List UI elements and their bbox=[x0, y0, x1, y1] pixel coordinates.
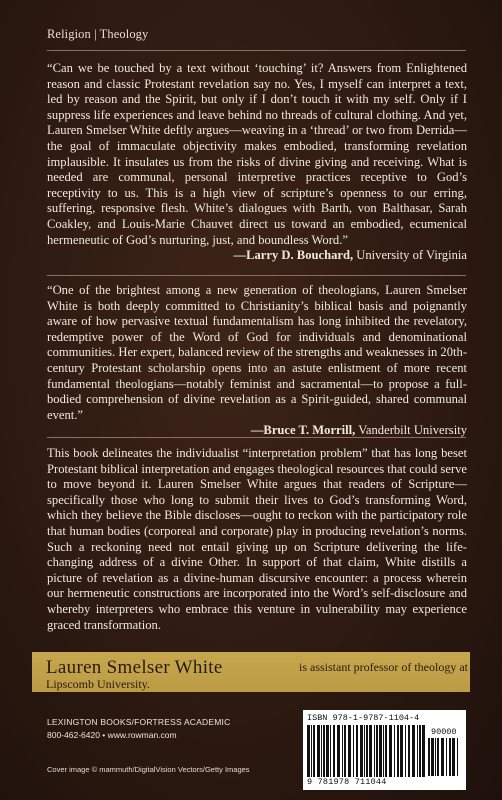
category-label: Religion | Theology bbox=[47, 27, 149, 41]
price-code: 90000 bbox=[431, 727, 457, 737]
endorsement-1-name: —Larry D. Bouchard, bbox=[233, 248, 354, 263]
publisher-name: LEXINGTON BOOKS/FORTRESS ACADEMIC bbox=[47, 717, 231, 727]
publisher-contact: 800-462-6420 • www.rowman.com bbox=[47, 730, 177, 740]
cover-credit: Cover image © mammuth/DigitalVision Vectors/Getty Images bbox=[47, 765, 250, 774]
endorsement-2-name: —Bruce T. Morrill, bbox=[250, 423, 356, 438]
barcode-digits: 9 781978 711044 bbox=[307, 777, 387, 787]
book-description: This book delineates the individualist “interpretation problem” that has long beset Protestant biblical interpretation and engages theological resources that could serve to move beyond it. Lauren Smelser White argues that readers of Scripture—specifically those who long to submit their lives to God’s transforming Word, which they believe the Bible discloses—ought to reckon with the participatory role that human bodies (corporeal and corporate) play in producing revelation’s norms. Such a reckoning need not entail giving up on Scripture delivering the life-changing address of a divine Other. In support of that claim, White distills a picture of revelation as a divine-human discursive encounter: a process wherein our hermeneutic constructions are incorporated into the Word’s self-disclosure and whereby interpreters who embrace this venture in vulnerability may experience graced transformation. bbox=[47, 446, 467, 632]
endorsement-1-affiliation: University of Virginia bbox=[356, 248, 467, 263]
isbn-text: ISBN 978-1-9787-1104-4 bbox=[307, 713, 420, 723]
middle-divider-2 bbox=[47, 437, 466, 438]
price-barcode-icon bbox=[428, 738, 460, 776]
endorsement-2-affiliation: Vanderbilt University bbox=[358, 423, 467, 438]
middle-divider-1 bbox=[47, 275, 466, 276]
barcode-box bbox=[303, 710, 466, 790]
barcode-icon bbox=[307, 725, 425, 777]
author-name: Lauren Smelser White bbox=[46, 657, 223, 678]
author-band bbox=[32, 652, 470, 692]
endorsement-1-quote: “Can we be touched by a text without ‘touching’ it? Answers from Enlightened reason and classic Protestant revelation say no. Yes, I myself can interpret a text, led by reason and the Spirit, but only if I don’t touch it with my self. Only if I suppress life experiences and leave behind no threads of cultural clothing. And yet, Lauren Smelser White deftly argues—weaving in a ‘thread’ or two from Derrida—the goal of immaculate objectivity makes embodied, transforming revelation implausible. It insulates us from the risks of divine giving and receiving. What is needed are communal, personal interpretive practices receptive to God’s receptivity to us. This is a high view of scripture’s openness to our erring, suffering, responsive flesh. White’s dialogues with Barth, von Balthasar, Sarah Coakley, and Louis-Marie Chauvet direct us toward an embodied, ecumenical hermeneutic of God’s nurturing, just, and boundless Word.” bbox=[47, 61, 467, 247]
author-bio: is assistant professor of theology at bbox=[299, 660, 468, 674]
endorsement-2 bbox=[47, 283, 467, 439]
top-divider bbox=[47, 50, 466, 51]
endorsement-1 bbox=[47, 61, 467, 264]
author-bio-continued: Lipscomb University. bbox=[46, 677, 150, 691]
publisher-block bbox=[47, 716, 230, 742]
endorsement-1-attribution bbox=[47, 248, 467, 264]
endorsement-2-quote: “One of the brightest among a new generation of theologians, Lauren Smelser White is both deeply committed to Christianity’s biblical basis and poignantly aware of how pervasive textual fundamentalism has long inhibited the revelatory, redemptive power of the Word of God for individuals and denominational communities. Her expert, balanced review of the strengths and weaknesses in 20th-century Protestant scholarship opens into an astute enlistment of more recent fundamental theologians—notably feminist and sacramental—to propose a full-bodied comprehension of divine revelation as a Spirit-guided, shared communal event.” bbox=[47, 283, 468, 422]
